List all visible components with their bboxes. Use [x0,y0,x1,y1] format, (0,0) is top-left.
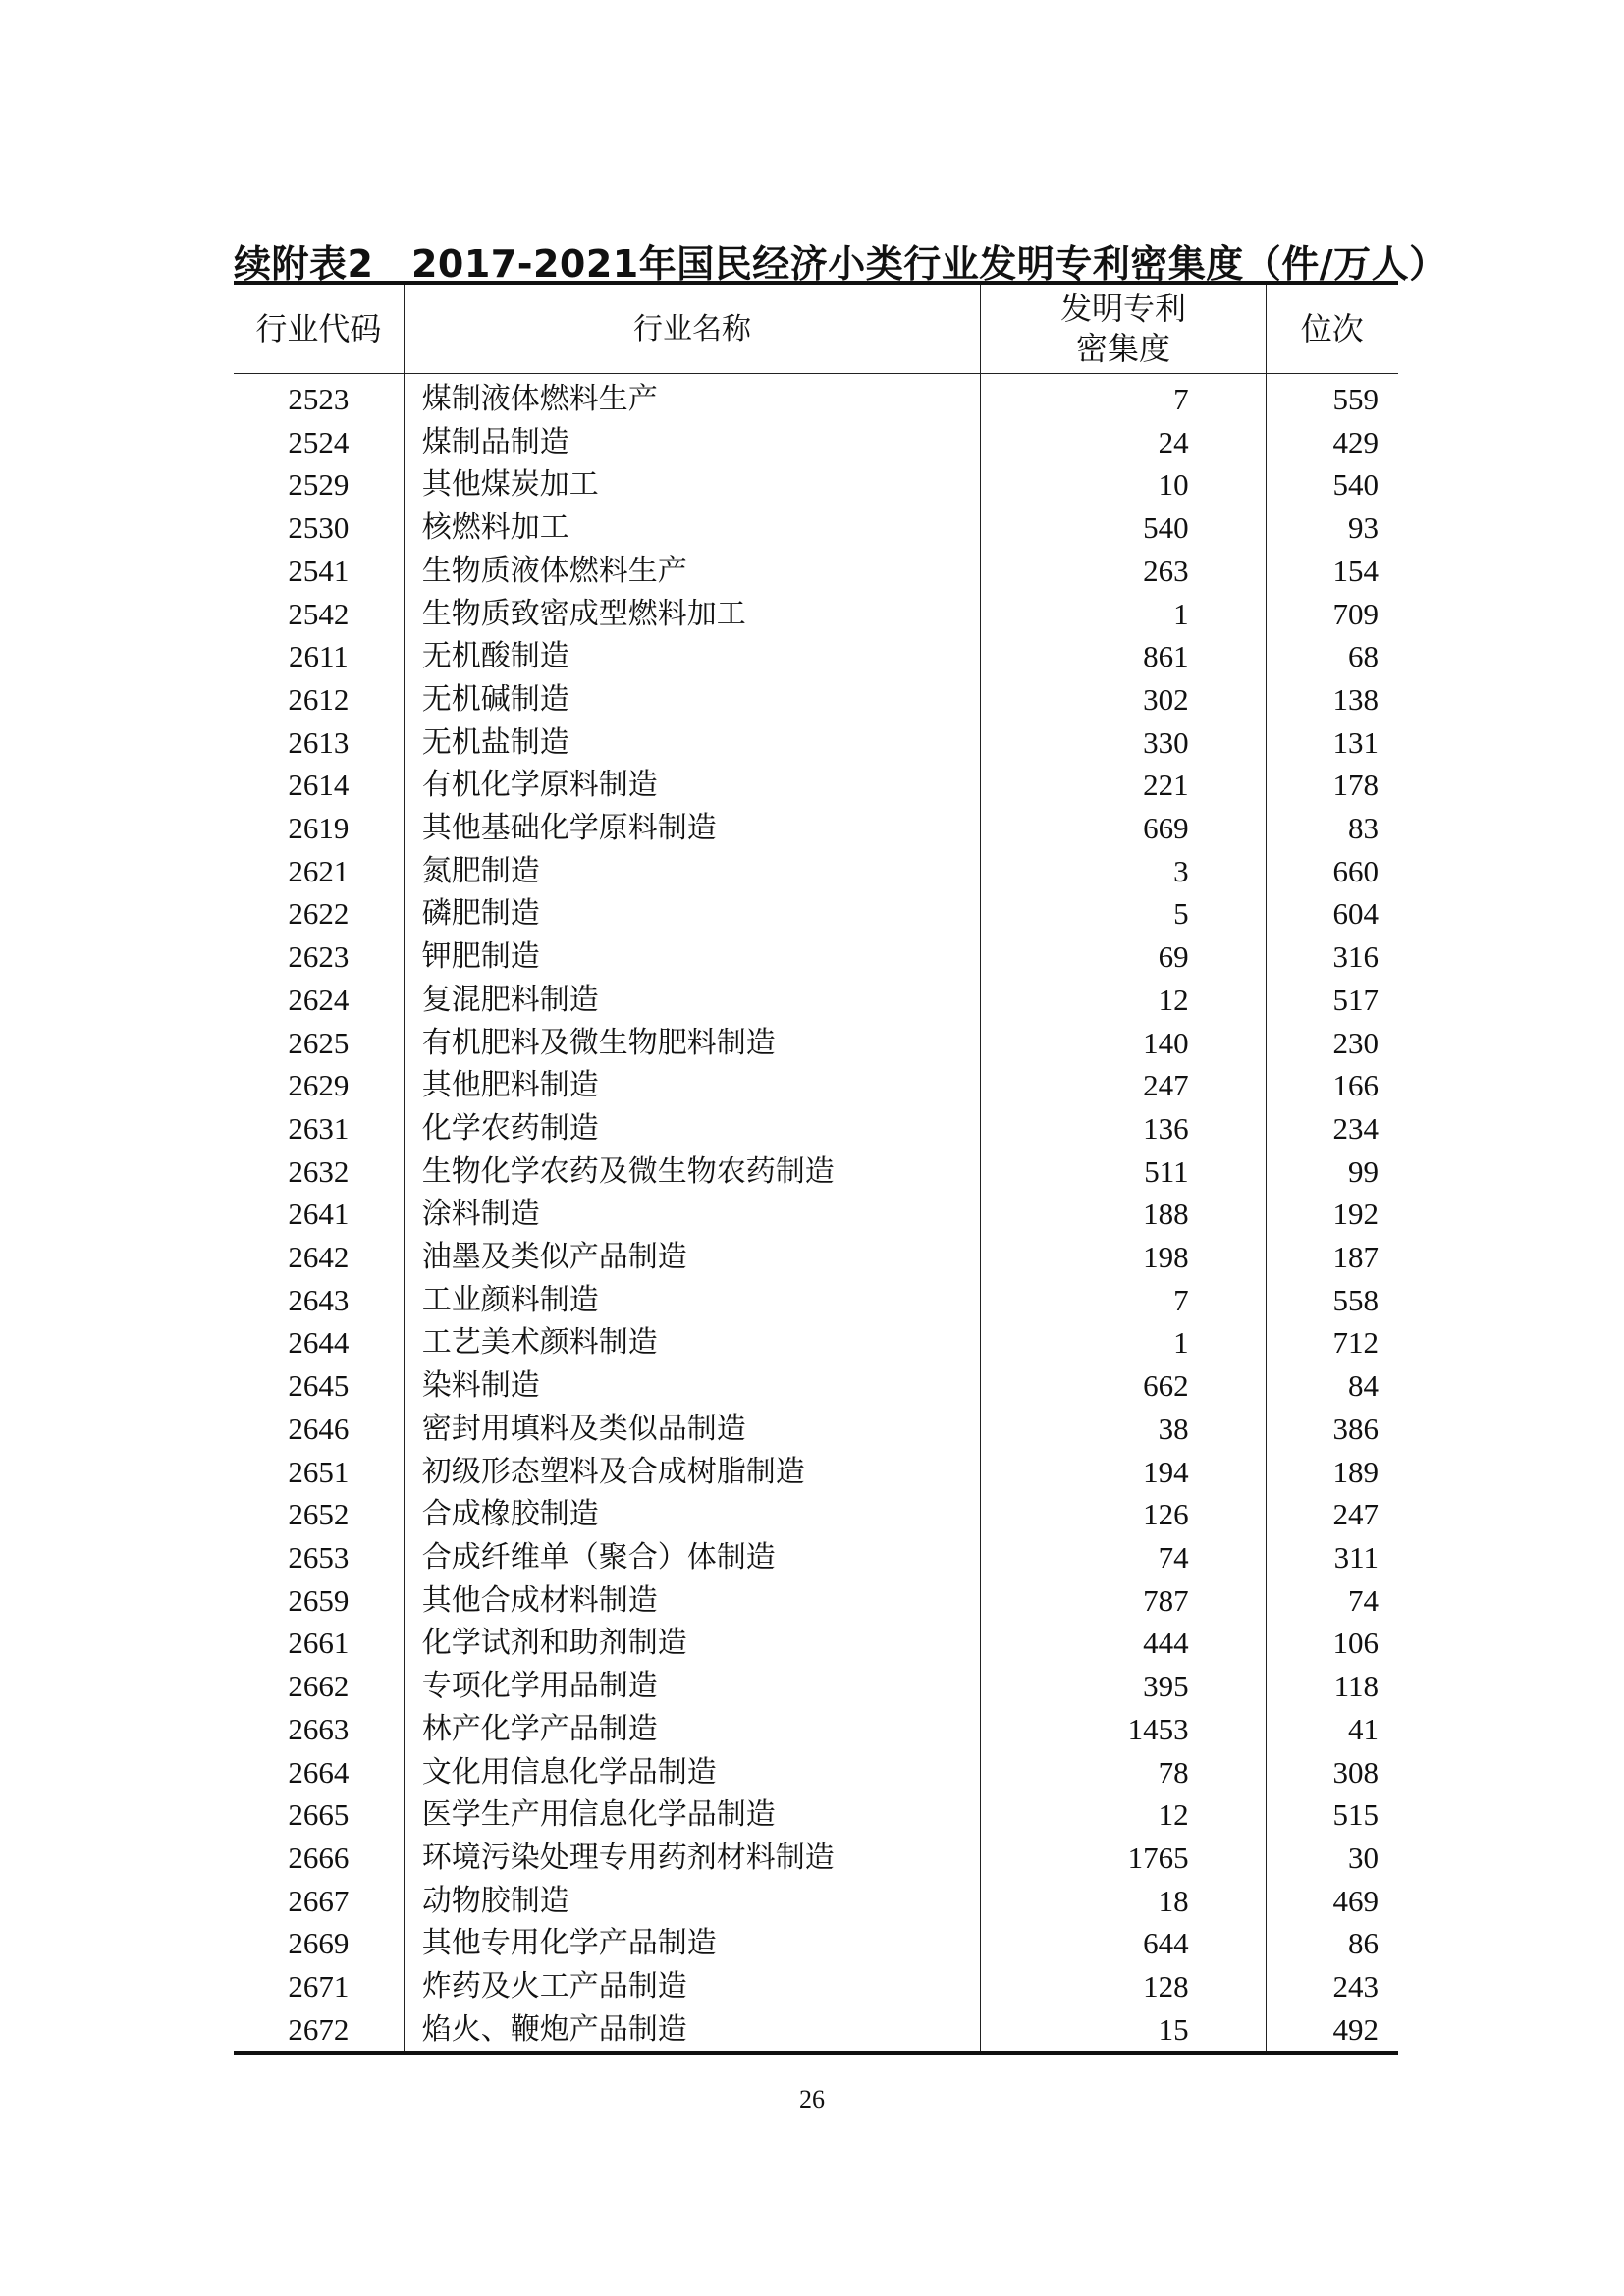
industry-name-cell: 环境污染处理专用药剂材料制造 [404,1837,981,1880]
table-row [234,1493,1398,1536]
industry-name-cell: 化学农药制造 [404,1107,981,1150]
rank-cell: 131 [1266,721,1398,765]
rank-cell: 308 [1266,1751,1398,1794]
industry-name-cell: 生物质液体燃料生产 [404,550,981,593]
industry-name-cell: 其他基础化学原料制造 [404,807,981,850]
table-row [234,1665,1398,1708]
rank-cell: 604 [1266,892,1398,935]
rank-cell: 469 [1266,1880,1398,1923]
industry-name-cell: 其他肥料制造 [404,1064,981,1107]
patent-density-cell: 669 [981,807,1266,850]
rank-cell: 86 [1266,1922,1398,1965]
table-row [234,935,1398,979]
table-row [234,1965,1398,2008]
rank-cell: 189 [1266,1451,1398,1494]
table-row [234,721,1398,765]
industry-name-cell: 煤制品制造 [404,421,981,464]
patent-density-cell: 662 [981,1364,1266,1408]
table-row [234,1622,1398,1665]
header-rank: 位次 [1266,283,1398,374]
table-row [234,1922,1398,1965]
table-title: 续附表2 2017-2021年国民经济小类行业发明专利密集度（件/万人） [234,242,1447,286]
patent-density-cell: 540 [981,507,1266,550]
table-row [234,1150,1398,1194]
patent-density-cell: 247 [981,1064,1266,1107]
industry-code-cell: 2667 [288,1883,350,1918]
industry-name-cell: 其他煤炭加工 [404,463,981,507]
patent-density-cell: 644 [981,1922,1266,1965]
table-row [234,1279,1398,1322]
rank-cell: 83 [1266,807,1398,850]
patent-density-cell: 5 [981,892,1266,935]
table-row [234,1107,1398,1150]
industry-code-cell: 2614 [288,768,350,803]
rank-cell: 93 [1266,507,1398,550]
industry-code-cell: 2653 [288,1539,350,1575]
industry-name-cell: 林产化学产品制造 [404,1708,981,1751]
rank-cell: 517 [1266,979,1398,1022]
industry-code-cell: 2619 [288,811,350,846]
patent-density-cell: 12 [981,979,1266,1022]
rank-cell: 30 [1266,1837,1398,1880]
header-patent-density [981,283,1266,374]
rank-cell: 429 [1266,421,1398,464]
page-number: 26 [799,2085,825,2113]
industry-name-cell: 动物胶制造 [404,1880,981,1923]
industry-code-cell: 2621 [288,853,350,888]
industry-code-cell: 2523 [288,382,350,416]
industry-code-cell: 2529 [288,467,350,503]
patent-density-cell: 330 [981,721,1266,765]
industry-code-cell: 2530 [288,510,350,546]
patent-density-cell: 3 [981,850,1266,893]
industry-name-cell: 无机酸制造 [404,635,981,678]
industry-name-cell: 有机肥料及微生物肥料制造 [404,1022,981,1065]
patent-density-cell: 12 [981,1793,1266,1837]
industry-name-cell: 其他合成材料制造 [404,1579,981,1623]
industry-name-cell: 工艺美术颜料制造 [404,1321,981,1364]
industry-name-cell: 煤制液体燃料生产 [404,374,981,421]
patent-density-cell: 302 [981,678,1266,721]
rank-cell: 540 [1266,463,1398,507]
rank-cell: 138 [1266,678,1398,721]
industry-code-cell: 2646 [288,1411,350,1446]
patent-density-cell: 69 [981,935,1266,979]
table-row [234,1408,1398,1451]
patent-density-cell: 38 [981,1408,1266,1451]
patent-density-cell: 1765 [981,1837,1266,1880]
rank-cell: 84 [1266,1364,1398,1408]
patent-density-cell: 7 [981,374,1266,421]
rank-cell: 118 [1266,1665,1398,1708]
table-row [234,1193,1398,1236]
table-row [234,1880,1398,1923]
industry-name-cell: 专项化学用品制造 [404,1665,981,1708]
patent-density-cell: 188 [981,1193,1266,1236]
table-row [234,421,1398,464]
industry-code-cell: 2612 [288,681,350,717]
patent-density-cell: 18 [981,1880,1266,1923]
table-row [234,1364,1398,1408]
industry-code-cell: 2665 [288,1797,350,1833]
table-row [234,1708,1398,1751]
patent-density-cell: 140 [981,1022,1266,1065]
patent-density-cell: 74 [981,1536,1266,1579]
rank-cell: 316 [1266,935,1398,979]
patent-density-cell: 221 [981,764,1266,807]
patent-density-cell: 1 [981,593,1266,636]
rank-cell: 559 [1266,374,1398,421]
patent-density-cell: 263 [981,550,1266,593]
patent-density-table [234,281,1398,2055]
rank-cell: 558 [1266,1279,1398,1322]
industry-code-cell: 2642 [288,1240,350,1275]
table-row [234,1022,1398,1065]
table-body [234,374,1398,2054]
table-row [234,807,1398,850]
industry-code-cell: 2541 [288,553,350,588]
table-row [234,1536,1398,1579]
industry-name-cell: 油墨及类似产品制造 [404,1236,981,1279]
industry-name-cell: 复混肥料制造 [404,979,981,1022]
table-row [234,2008,1398,2054]
patent-density-cell: 511 [981,1150,1266,1194]
industry-code-cell: 2664 [288,1754,350,1789]
table-row [234,1236,1398,1279]
industry-name-cell: 磷肥制造 [404,892,981,935]
patent-density-cell: 194 [981,1451,1266,1494]
industry-name-cell: 核燃料加工 [404,507,981,550]
industry-code-cell: 2625 [288,1025,350,1060]
industry-name-cell: 无机碱制造 [404,678,981,721]
industry-name-cell: 生物化学农药及微生物农药制造 [404,1150,981,1194]
industry-code-cell: 2629 [288,1068,350,1103]
rank-cell: 192 [1266,1193,1398,1236]
table-row [234,850,1398,893]
rank-cell: 712 [1266,1321,1398,1364]
industry-code-cell: 2641 [288,1197,350,1232]
industry-code-cell: 2672 [234,2008,404,2054]
table-row [234,635,1398,678]
table-row [234,1793,1398,1837]
rank-cell: 178 [1266,764,1398,807]
patent-density-cell: 787 [981,1579,1266,1623]
table-row [234,1451,1398,1494]
industry-name-cell: 其他专用化学产品制造 [404,1922,981,1965]
patent-density-cell: 136 [981,1107,1266,1150]
rank-cell: 41 [1266,1708,1398,1751]
rank-cell: 660 [1266,850,1398,893]
table-row [234,1579,1398,1623]
industry-name-cell: 钾肥制造 [404,935,981,979]
rank-cell: 99 [1266,1150,1398,1194]
industry-code-cell: 2542 [288,596,350,631]
industry-code-cell: 2624 [288,982,350,1017]
industry-name-cell: 焰火、鞭炮产品制造 [404,2008,981,2054]
industry-name-cell: 化学试剂和助剂制造 [404,1622,981,1665]
rank-cell: 492 [1266,2008,1398,2054]
industry-name-cell: 工业颜料制造 [404,1279,981,1322]
industry-code-cell: 2659 [288,1582,350,1618]
header-patent-density-line2: 密集度 [1075,330,1170,367]
industry-code-cell: 2666 [288,1840,350,1875]
table-row [234,463,1398,507]
patent-density-cell: 15 [981,2008,1266,2054]
industry-code-cell: 2651 [288,1454,350,1489]
patent-density-cell: 861 [981,635,1266,678]
industry-name-cell: 染料制造 [404,1364,981,1408]
rank-cell: 154 [1266,550,1398,593]
rank-cell: 247 [1266,1493,1398,1536]
patent-density-cell: 444 [981,1622,1266,1665]
industry-code-cell: 2663 [288,1711,350,1746]
rank-cell: 234 [1266,1107,1398,1150]
table-row [234,1321,1398,1364]
table-row [234,678,1398,721]
patent-density-cell: 10 [981,463,1266,507]
industry-name-cell: 合成纤维单（聚合）体制造 [404,1536,981,1579]
industry-code-cell: 2622 [288,896,350,932]
table-row [234,1064,1398,1107]
header-row [234,283,1398,374]
industry-code-cell: 2632 [288,1153,350,1189]
industry-code-cell: 2613 [288,724,350,760]
patent-density-cell: 128 [981,1965,1266,2008]
table-header [234,283,1398,374]
rank-cell: 106 [1266,1622,1398,1665]
rank-cell: 166 [1266,1064,1398,1107]
industry-code-cell: 2669 [288,1926,350,1961]
rank-cell: 515 [1266,1793,1398,1837]
patent-density-cell: 198 [981,1236,1266,1279]
rank-cell: 386 [1266,1408,1398,1451]
patent-density-cell: 24 [981,421,1266,464]
industry-name-cell: 初级形态塑料及合成树脂制造 [404,1451,981,1494]
table-row [234,979,1398,1022]
rank-cell: 243 [1266,1965,1398,2008]
patent-density-cell: 1453 [981,1708,1266,1751]
industry-name-cell: 医学生产用信息化学品制造 [404,1793,981,1837]
table-row [234,892,1398,935]
industry-name-cell: 氮肥制造 [404,850,981,893]
industry-name-cell: 密封用填料及类似品制造 [404,1408,981,1451]
industry-code-cell: 2671 [288,1969,350,2004]
table-row [234,1837,1398,1880]
industry-name-cell: 涂料制造 [404,1193,981,1236]
table-row [234,593,1398,636]
header-industry-code: 行业代码 [234,283,404,374]
industry-name-cell: 合成橡胶制造 [404,1493,981,1536]
industry-code-cell: 2611 [288,639,349,674]
industry-name-cell: 有机化学原料制造 [404,764,981,807]
table-row [234,764,1398,807]
industry-code-cell: 2661 [288,1626,350,1661]
patent-density-cell: 1 [981,1321,1266,1364]
industry-code-cell: 2524 [288,424,350,459]
table-row [234,507,1398,550]
industry-code-cell: 2643 [288,1282,350,1317]
industry-code-cell: 2644 [288,1325,350,1361]
header-industry-name: 行业名称 [404,283,981,374]
rank-cell: 74 [1266,1579,1398,1623]
industry-code-cell: 2623 [288,939,350,975]
industry-name-cell: 无机盐制造 [404,721,981,765]
rank-cell: 68 [1266,635,1398,678]
industry-code-cell: 2662 [288,1669,350,1704]
patent-density-cell: 126 [981,1493,1266,1536]
rank-cell: 311 [1266,1536,1398,1579]
header-patent-density-line1: 发明专利 [1059,290,1186,327]
table-row [234,1751,1398,1794]
patent-density-cell: 78 [981,1751,1266,1794]
rank-cell: 230 [1266,1022,1398,1065]
industry-code-cell: 2652 [288,1497,350,1532]
industry-code-cell: 2631 [288,1110,350,1146]
patent-density-cell: 395 [981,1665,1266,1708]
table-row [234,550,1398,593]
industry-code-cell: 2645 [288,1368,350,1404]
table-row [234,374,1398,421]
industry-name-cell: 生物质致密成型燃料加工 [404,593,981,636]
rank-cell: 709 [1266,593,1398,636]
rank-cell: 187 [1266,1236,1398,1279]
patent-density-cell: 7 [981,1279,1266,1322]
industry-name-cell: 炸药及火工产品制造 [404,1965,981,2008]
industry-name-cell: 文化用信息化学品制造 [404,1751,981,1794]
